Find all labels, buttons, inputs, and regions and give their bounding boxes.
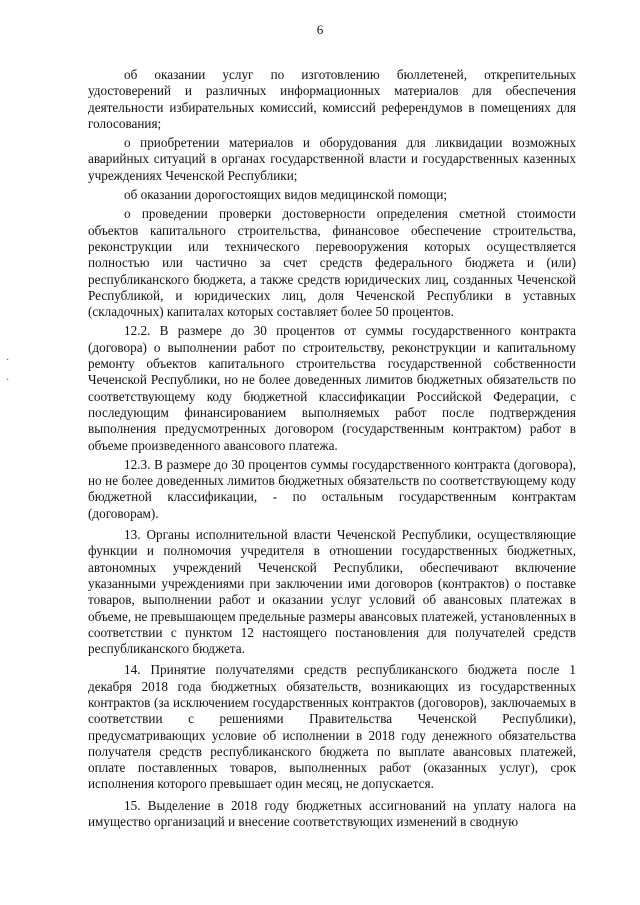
paragraph-15: 15. Выделение в 2018 году бюджетных ассигнований на уплату налога на имущество организаций и внесение соответствующих изменений в сводную — [88, 797, 576, 830]
paragraph-12-3: 12.3. В размере до 30 процентов суммы государственного контракта (договора), но не более доведенных лимитов бюджетных обязательств по соответствующему коду бюджетной классификации, - по остальным государственным контрактам (договорам). — [88, 456, 576, 521]
margin-dot: · — [6, 355, 10, 366]
paragraph-13: 13. Органы исполнительной власти Чеченской Республики, осуществляющие функции и полномочия учредителя в отношении государственных бюджетных, автономных учреждений Чеченской Республики, обеспечивают включение указанными учреждениями при заключении ими договоров (контрактов) о поставке товаров, выполнении работ и оказании услуг условий об авансовых платежах в объеме, не превышающем предельные размеры авансовых платежей, установленных в соответствии с пунктом 12 настоящего постановления для получателей средств республиканского бюджета. — [88, 527, 576, 657]
paragraph-4: о проведении проверки достоверности определения сметной стоимости объектов капитального строительства, финансовое обеспечение строительства, реконструкции или технического перевооружения которых осуществляется полностью или частично за счет средств федерального бюджета и (или) республиканского бюджета, а также средств юридических лиц, созданных Чеченской Республикой, и юридических лиц, доля Чеченской Республики в уставных (складочных) капиталах которых составляет более 50 процентов. — [88, 206, 576, 320]
paragraph-2: о приобретении материалов и оборудования для ликвидации возможных аварийных ситуаций в органах государственной власти и государственных казенных учреждениях Чеченской Республики; — [88, 135, 576, 183]
paragraph-1: об оказании услуг по изготовлению бюллетеней, открепительных удостоверений и различных информационных материалов для обеспечения деятельности избирательных комиссий, комиссий референдумов в помещениях для голосования; — [88, 67, 576, 131]
margin-dot: · — [6, 375, 10, 386]
paragraph-14: 14. Принятие получателями средств республиканского бюджета после 1 декабря 2018 года бюджетных обязательств, возникающих из государственных контрактов (за исключением государственных контрактов (договоров), заключаемых в соответствии с решениями Правительства Чеченской Республики), предусматривающих условие об исполнении в 2018 году денежного обязательства получателя средств республиканского бюджета по выплате авансовых платежей, оплате поставленных товаров, выполненных работ (оказанных услуг), срок исполнения которого превышает один месяц, не допускается. — [88, 662, 576, 792]
paragraph-12-2: 12.2. В размере до 30 процентов от суммы государственного контракта (договора) о выполнении работ по строительству, реконструкции и капитальному ремонту объектов капитального строительства государственной собственности Чеченской Республики, но не более доведенных лимитов бюджетных обязательств по соответствующему коду бюджетной классификации Российской Федерации, с последующим финансированием выполняемых работ после подтверждения выполнения предусмотренных договором (государственным контрактом) работ в объеме произведенного авансового платежа. — [88, 323, 576, 453]
page-number: 6 — [316, 22, 324, 37]
document-body — [88, 67, 576, 830]
paragraph-3: об оказании дорогостоящих видов медицинской помощи; — [124, 187, 448, 203]
